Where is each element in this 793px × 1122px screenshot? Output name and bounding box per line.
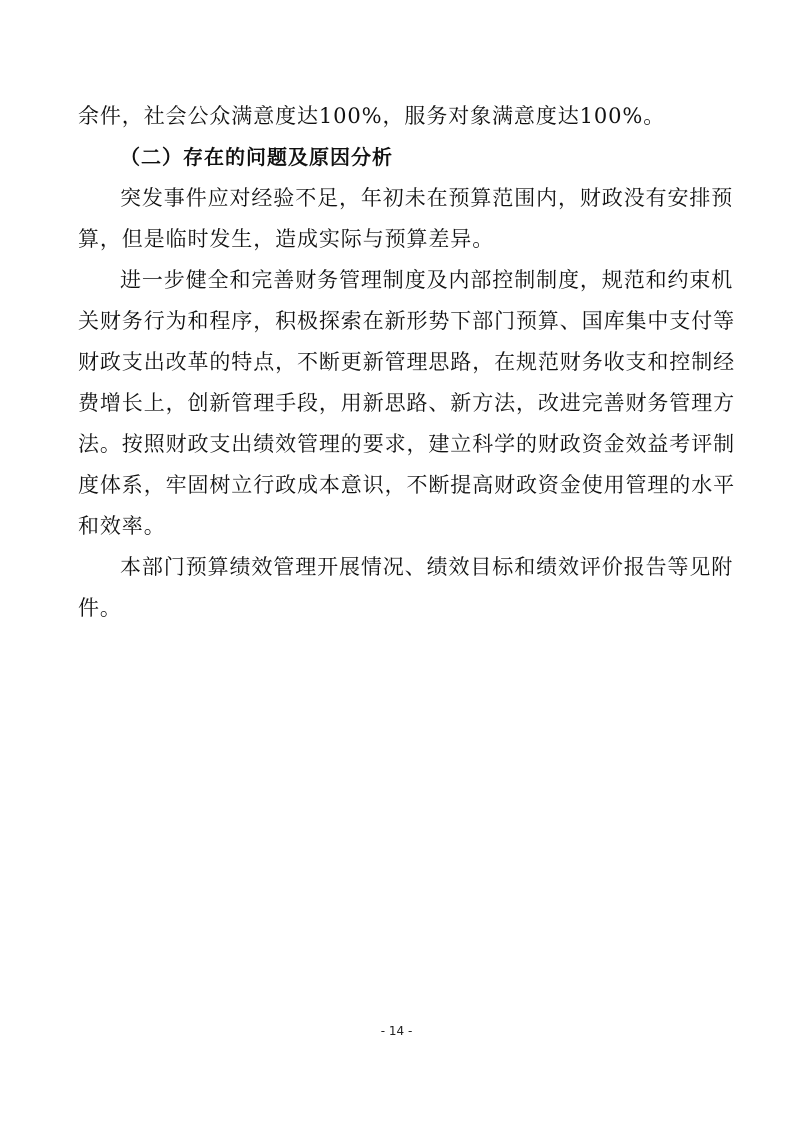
paragraph-line: 费增长上，创新管理手段，用新思路、新方法，改进完善财务管理方 <box>78 391 735 415</box>
paragraph-2 <box>78 260 735 547</box>
paragraph-line: 和效率。 <box>78 514 166 538</box>
paragraph-line: 突发事件应对经验不足，年初未在预算范围内，财政没有安排预 <box>120 186 734 210</box>
paragraph-line: 法。按照财政支出绩效管理的要求，建立科学的财政资金效益考评制 <box>78 432 735 456</box>
paragraph-line: 关财务行为和程序，积极探索在新形势下部门预算、国库集中支付等 <box>78 309 735 333</box>
paragraph-line: 财政支出改革的特点，不断更新管理思路，在规范财务收支和控制经 <box>78 350 735 374</box>
paragraph-line: 件。 <box>78 596 122 620</box>
paragraph-3 <box>78 547 734 629</box>
continuation-line: 余件，社会公众满意度达100%，服务对象满意度达100%。 <box>78 104 666 128</box>
paragraph-1 <box>78 178 734 260</box>
paragraph-line: 进一步健全和完善财务管理制度及内部控制制度，规范和约束机 <box>120 268 734 292</box>
paragraph-line: 本部门预算绩效管理开展情况、绩效目标和绩效评价报告等见附 <box>120 555 734 579</box>
paragraph-line: 度体系，牢固树立行政成本意识，不断提高财政资金使用管理的水平 <box>78 473 735 497</box>
paragraph-line: 算，但是临时发生，造成实际与预算差异。 <box>78 227 495 251</box>
document-body <box>78 96 735 629</box>
page-number: - 14 - <box>380 1024 413 1038</box>
section-heading: （二）存在的问题及原因分析 <box>120 145 393 169</box>
